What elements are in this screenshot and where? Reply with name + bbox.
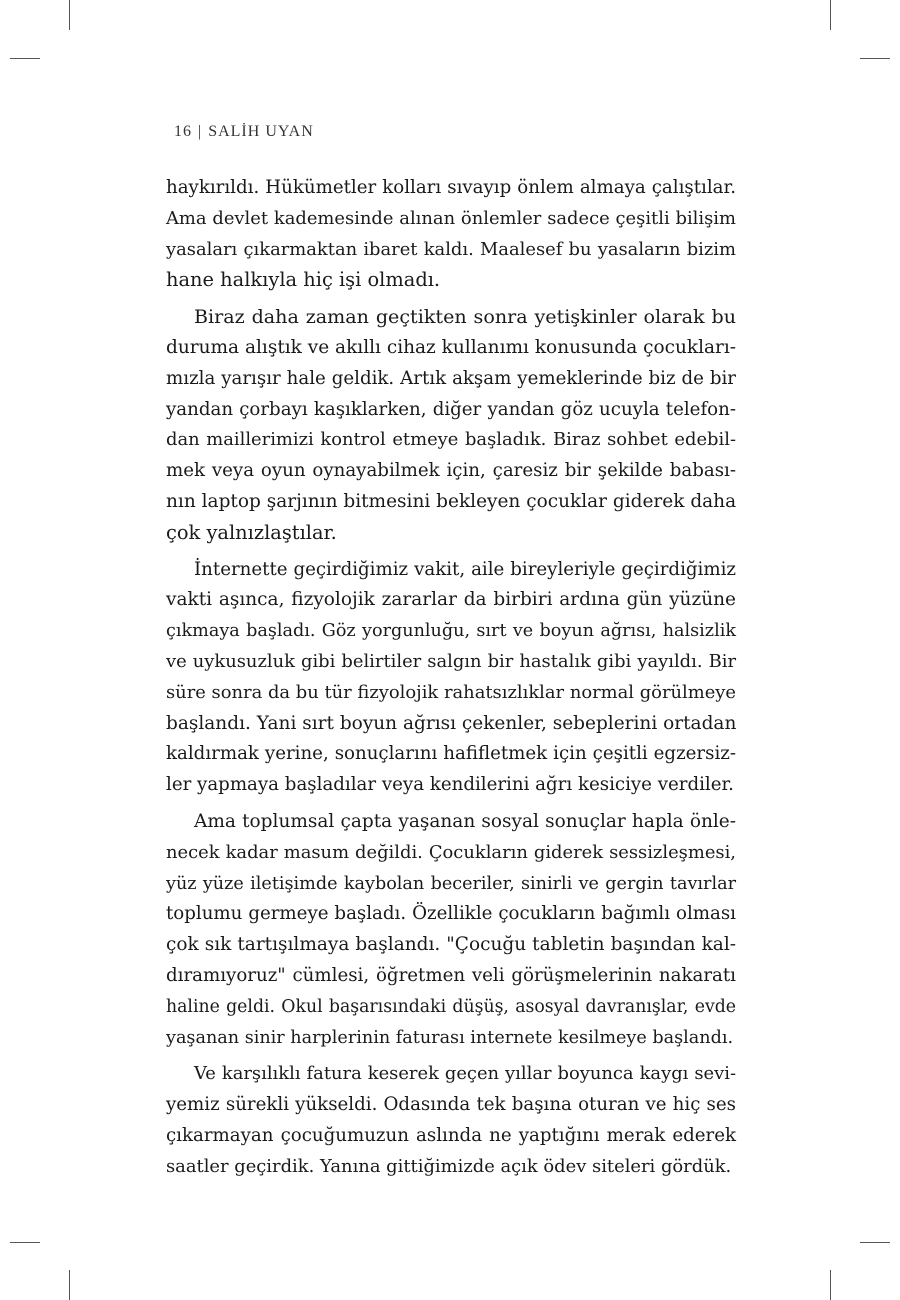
author-name: SALİH UYAN — [208, 123, 314, 140]
text-line: ve uykusuzluk gibi belirtiler salgın bir hastalık gibi yayıldı. Bir — [166, 650, 736, 672]
text-line: mek veya oyun oynayabilmek için, çaresiz bir şekilde babası- — [166, 460, 736, 482]
text-line: kaldırmak yerine, sonuçlarını hafifletmek için çeşitli egzersiz- — [166, 743, 736, 765]
text-line: vakti aşınca, fizyolojik zararlar da birbiri ardına gün yüzüne — [166, 589, 736, 611]
text-line: Ve karşılıklı fatura keserek geçen yıllar boyunca kaygı sevi- — [194, 1063, 736, 1085]
text-line: çıkarmayan çocuğumuzun aslında ne yaptığını merak ederek — [166, 1124, 736, 1146]
paragraph — [166, 302, 736, 548]
text-line: yaşanan sinir harplerinin faturası internete kesilmeye başlandı. — [166, 1027, 734, 1048]
paragraph — [166, 1059, 736, 1182]
running-head-separator: | — [198, 123, 203, 140]
text-line: haykırıldı. Hükümetler kolları sıvayıp önlem almaya çalıştılar. — [166, 177, 736, 198]
text-line: hane halkıyla hiç işi olmadı. — [166, 268, 441, 292]
paragraph — [166, 173, 736, 296]
crop-mark-bottom-left — [69, 1270, 70, 1300]
crop-mark-bottom-right-h — [860, 1242, 890, 1243]
text-line: çok sık tartışılmaya başlandı. "Çocuğu tabletin başından kal- — [166, 934, 736, 956]
text-line: Biraz daha zaman geçtikten sonra yetişkinler olarak bu — [194, 305, 736, 329]
paragraph — [166, 807, 736, 1053]
text-line: Ama toplumsal çapta yaşanan sosyal sonuçlar hapla önle- — [194, 810, 736, 832]
text-line: yüz yüze iletişimde kaybolan beceriler, sinirli ve gergin tavırlar — [166, 873, 736, 894]
crop-mark-top-right — [830, 0, 831, 30]
text-line: haline geldi. Okul başarısındaki düşüş, asosyal davranışlar, evde — [166, 996, 736, 1017]
text-line: nın laptop şarjının bitmesini bekleyen çocuklar giderek daha — [166, 490, 737, 512]
text-line: süre sonra da bu tür fizyolojik rahatsızlıklar normal görülmeye — [166, 681, 736, 703]
text-line: yasaları çıkarmaktan ibaret kaldı. Maalesef bu yasaların bizim — [166, 238, 736, 260]
text-line: duruma alıştık ve akıllı cihaz kullanımı konusunda çocukları- — [166, 336, 737, 358]
text-line: dan maillerimizi kontrol etmeye başladık. Biraz sohbet edebil- — [166, 429, 736, 451]
paragraph — [166, 555, 736, 801]
body-text — [166, 173, 736, 1189]
crop-mark-bottom-left-h — [10, 1242, 40, 1243]
crop-mark-top-right-h — [860, 58, 890, 59]
text-line: yemiz sürekli yükseldi. Odasında tek başına oturan ve hiç ses — [166, 1094, 736, 1116]
text-line: toplumu germeye başladı. Özellikle çocukların bağımlı olması — [166, 903, 736, 925]
page-number: 16 — [174, 123, 192, 140]
text-line: saatler geçirdik. Yanına gittiğimizde açık ödev siteleri gördük. — [166, 1155, 732, 1177]
text-line: Ama devlet kademesinde alınan önlemler sadece çeşitli bilişim — [166, 207, 736, 229]
text-line: necek kadar masum değildi. Çocukların giderek sessizleşmesi, — [166, 841, 736, 863]
crop-mark-top-left — [69, 0, 70, 30]
text-line: çıkmaya başladı. Göz yorgunluğu, sırt ve boyun ağrısı, halsizlik — [166, 621, 736, 642]
text-line: İnternette geçirdiğimiz vakit, aile bireyleriyle geçirdiğimiz — [194, 558, 736, 580]
text-line: başlandı. Yani sırt boyun ağrısı çekenler, sebeplerini ortadan — [166, 712, 737, 734]
text-line: yandan çorbayı kaşıklarken, diğer yandan göz ucuyla telefon- — [166, 398, 736, 420]
text-line: çok yalnızlaştılar. — [166, 520, 337, 544]
text-line: mızla yarışır hale geldik. Artık akşam yemeklerinde biz de bir — [166, 367, 736, 389]
crop-mark-bottom-right — [830, 1270, 831, 1300]
text-line: ler yapmaya başladılar veya kendilerini ağrı kesiciye verdiler. — [166, 774, 734, 796]
text-line: dıramıyoruz" cümlesi, öğretmen veli görüşmelerinin nakaratı — [166, 964, 736, 986]
running-head — [174, 123, 314, 141]
crop-mark-top-left-h — [10, 58, 40, 59]
